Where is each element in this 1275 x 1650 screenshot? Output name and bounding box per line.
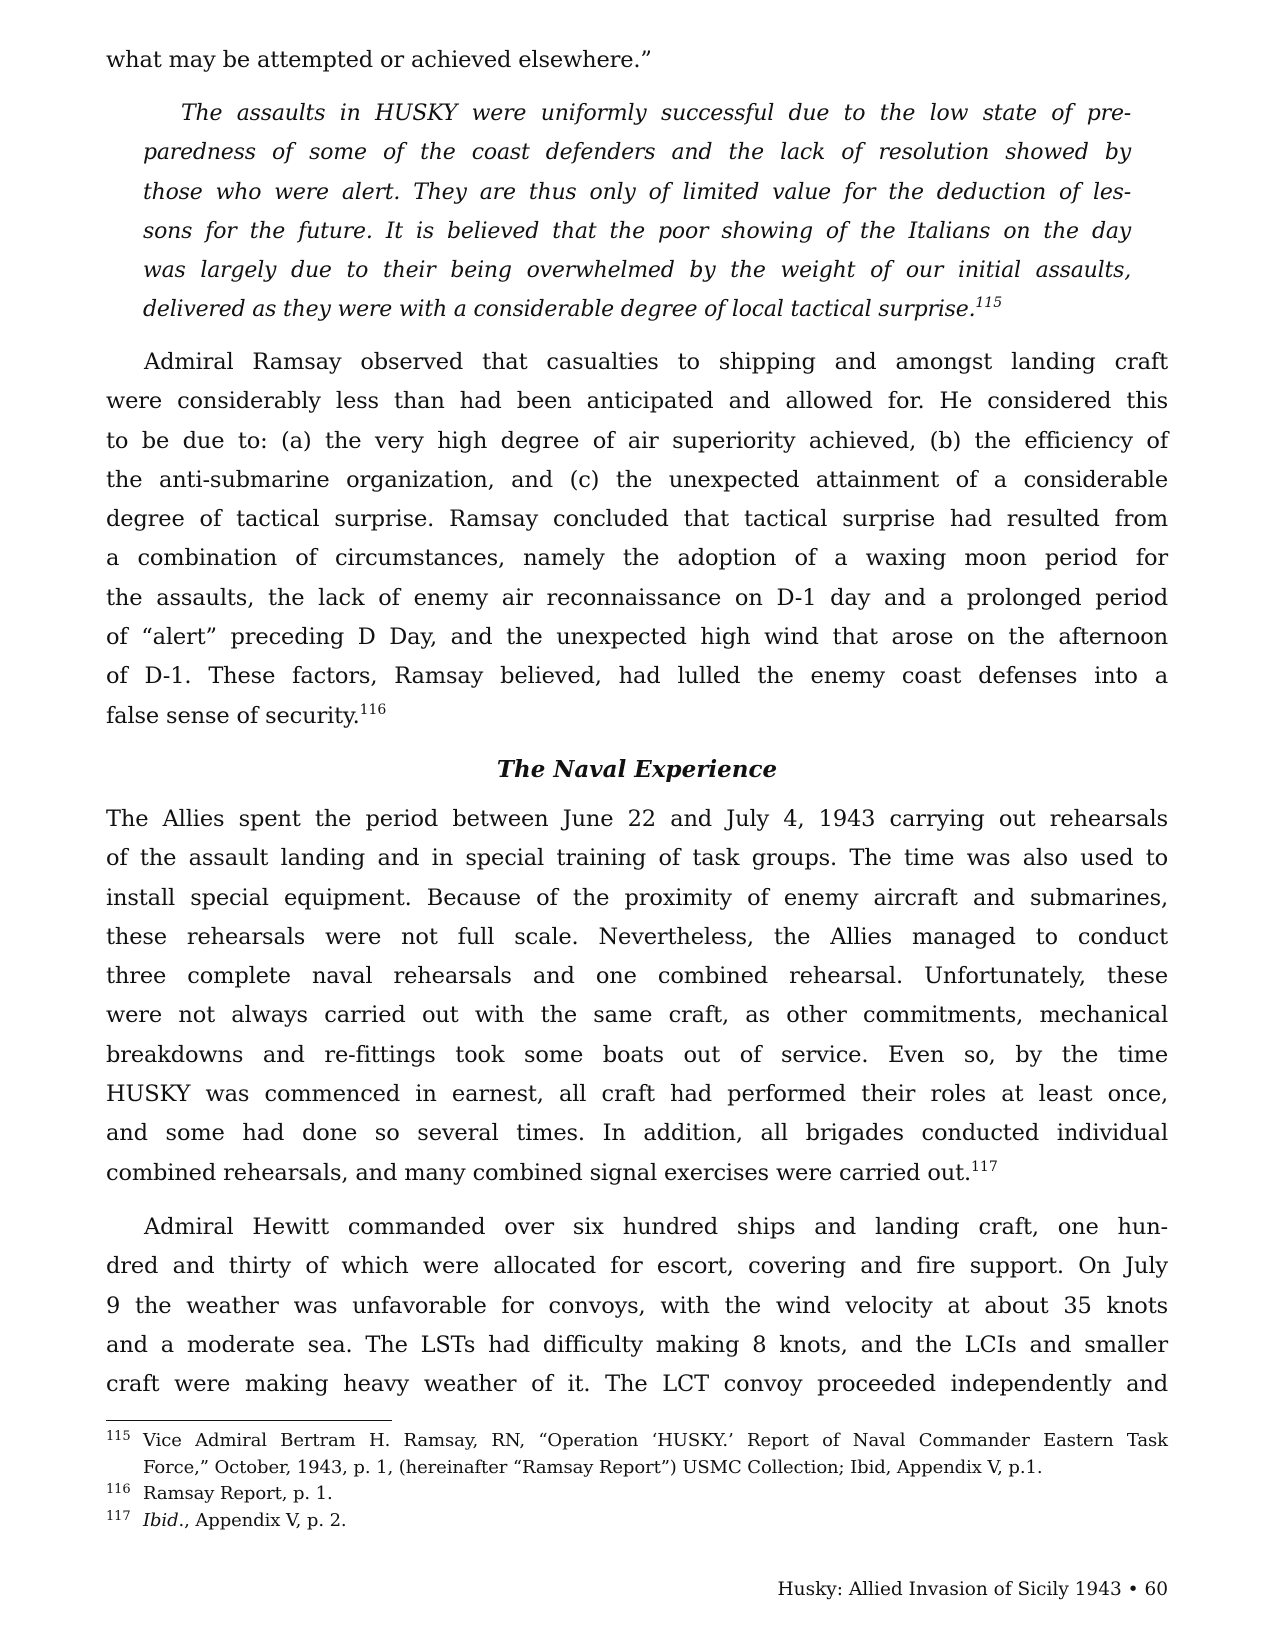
text-line: The assaults in HUSKY were uniformly successful due to the low state of pre-	[181, 101, 1131, 126]
footnote-ref-116[interactable]: 116	[359, 701, 387, 718]
section-heading: The Naval Experience	[496, 756, 778, 783]
text-line: 9 the weather was unfavorable for convoys, with the wind velocity at about 35 knots	[106, 1292, 1168, 1319]
text-line: and a moderate sea. The LSTs had difficulty making 8 knots, and the LCIs and smaller	[106, 1331, 1168, 1358]
text-line: was largely due to their being overwhelmed by the weight of our initial assaults,	[143, 258, 1131, 284]
footnote-line	[143, 1508, 1168, 1535]
text-line: of the assault landing and in special training of task groups. The time was also used to	[106, 845, 1168, 872]
block-quote	[143, 94, 1131, 330]
footnote-117	[106, 1508, 1168, 1535]
footnote-116	[106, 1481, 1168, 1508]
text-line: three complete naval rehearsals and one combined rehearsal. Unfortunately, these	[106, 963, 1168, 990]
text-line: of D-1. These factors, Ramsay believed, had lulled the enemy coast defenses into a	[106, 663, 1168, 690]
text-line: were considerably less than had been anticipated and allowed for. He considered this	[106, 388, 1168, 415]
footnote-number: 117	[106, 1508, 131, 1524]
paragraph-hewitt	[106, 1208, 1168, 1404]
text-line: dred and thirty of which were allocated for escort, covering and fire support. On July	[106, 1253, 1168, 1280]
paragraph-rehearsals	[106, 800, 1168, 1193]
text-line: sons for the future. It is believed that the poor showing of the Italians on the day	[143, 218, 1131, 244]
running-title: Husky: Allied Invasion of Sicily 1943	[777, 1579, 1122, 1600]
text-line: the anti-submarine organization, and (c) the unexpected attainment of a considerable	[106, 466, 1168, 493]
footnote-line: Vice Admiral Bertram H. Ramsay, RN, “Operation ‘HUSKY.’ Report of Naval Commander Eastern Task	[143, 1430, 1168, 1451]
text-line: were not always carried out with the same craft, as other commitments, mechanical	[106, 1002, 1168, 1029]
text-line: combined rehearsals, and many combined signal exercises were carried out.	[106, 1159, 972, 1186]
text-line: false sense of security.	[106, 702, 360, 729]
footnote-separator	[106, 1420, 392, 1421]
text-line: The Allies spent the period between June 22 and July 4, 1943 carrying out rehearsals	[106, 806, 1168, 832]
footnote-number: 115	[106, 1429, 131, 1444]
text-line: HUSKY was commenced in earnest, all craft had performed their roles at least once,	[106, 1081, 1168, 1108]
continued-paragraph	[106, 41, 1168, 80]
footnote-line: Ramsay Report, p. 1.	[143, 1483, 333, 1504]
text-line-with-ref	[143, 290, 1131, 329]
text-line: of “alert” preceding D Day, and the unexpected high wind that arose on the afternoon	[106, 624, 1168, 651]
text-line-with-ref	[106, 697, 1168, 736]
footnote-115	[106, 1428, 1168, 1481]
text-line: craft were making heavy weather of it. The LCT convoy proceeded independently and	[106, 1371, 1168, 1398]
text-line: and some had done so several times. In addition, all brigades conducted individual	[106, 1120, 1168, 1147]
footnote-ref-117[interactable]: 117	[971, 1158, 998, 1175]
paragraph-ramsay	[106, 343, 1168, 736]
text-line: Admiral Ramsay observed that casualties to shipping and amongst landing craft	[144, 349, 1168, 375]
footnote-text: ., Appendix V, p. 2.	[178, 1509, 347, 1531]
page-footer	[778, 1577, 1168, 1603]
text-line: Admiral Hewitt commanded over six hundred ships and landing craft, one hun-	[144, 1214, 1168, 1240]
text-line: what may be attempted or achieved elsewhere.”	[106, 47, 652, 73]
footnote-line: Force,” October, 1943, p. 1, (hereinafter “Ramsay Report”) USMC Collection; Ibid, Appendix V, p.1.	[143, 1456, 1043, 1478]
text-line: install special equipment. Because of the proximity of enemy aircraft and submarines,	[106, 884, 1168, 911]
footnote-number: 116	[106, 1482, 131, 1497]
text-line: degree of tactical surprise. Ramsay concluded that tactical surprise had resulted from	[106, 506, 1168, 533]
text-line: those who were alert. They are thus only of limited value for the deduction of les-	[143, 179, 1131, 205]
text-line: these rehearsals were not full scale. Nevertheless, the Allies managed to conduct	[106, 923, 1168, 950]
text-line-with-ref	[106, 1154, 1168, 1193]
text-line: the assaults, the lack of enemy air reconnaissance on D-1 day and a prolonged period	[106, 584, 1168, 611]
text-line: delivered as they were with a considerable degree of local tactical surprise.	[143, 297, 976, 323]
bullet-separator: •	[1127, 1579, 1139, 1600]
ibid-italic: Ibid	[143, 1509, 179, 1531]
text-line: to be due to: (a) the very high degree of air superiority achieved, (b) the efficiency of	[106, 427, 1168, 454]
footnotes	[106, 1428, 1168, 1534]
footnote-ref-115[interactable]: 115	[975, 295, 1003, 312]
text-line: breakdowns and re-fittings took some boats out of service. Even so, by the time	[106, 1041, 1168, 1068]
text-line: paredness of some of the coast defenders and the lack of resolution showed by	[143, 140, 1131, 166]
page-number: 60	[1144, 1579, 1168, 1600]
text-line: a combination of circumstances, namely the adoption of a waxing moon period for	[106, 545, 1168, 572]
